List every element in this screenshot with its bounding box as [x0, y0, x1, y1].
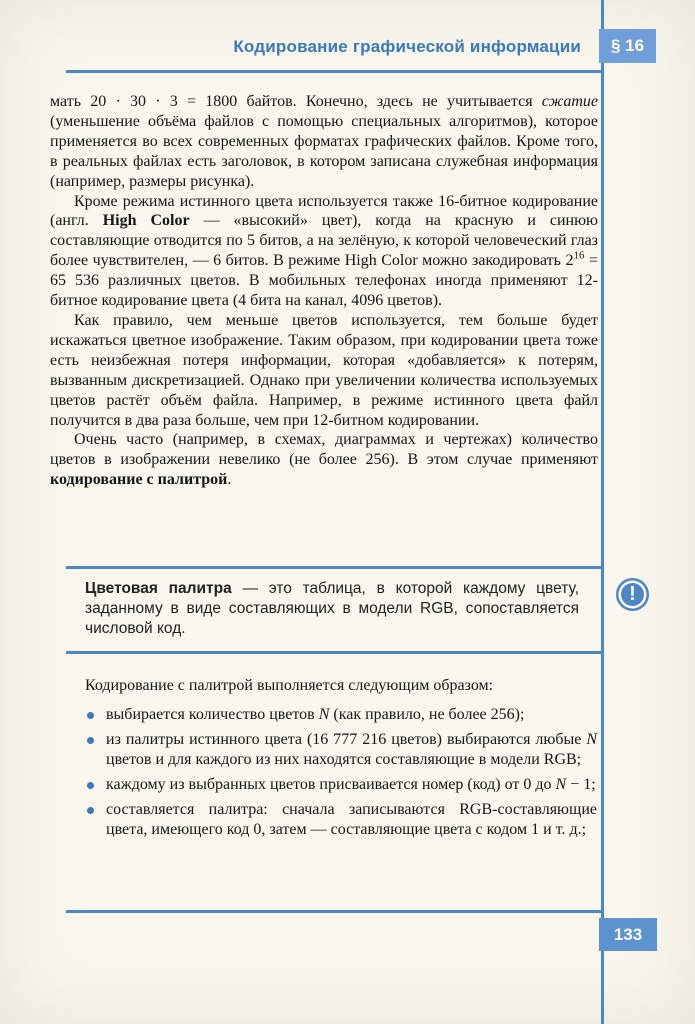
page-title: Кодирование графической информации	[233, 37, 581, 56]
header-rule	[66, 70, 603, 73]
bullet-icon	[87, 737, 94, 744]
list-item	[85, 775, 597, 795]
list-item-text: выбирается количество цветов N (как правило, не более 256);	[106, 706, 525, 723]
footer-rule	[66, 910, 603, 913]
list-item	[85, 730, 597, 770]
paragraph-1: мать 20 · 30 · 3 = 1800 байтов. Конечно, здесь не учитывается сжатие (уменьшение объёма файлов с помощью специальных алгоритмов), которое применяется во всех современных форматах графических файлов. Кроме того, в реальных файлах есть заголовок, в котором записана служебная информация (например, размеры рисунка).	[50, 93, 598, 190]
vertical-rule	[601, 0, 604, 1024]
palette-steps-section	[85, 676, 597, 845]
body-text	[50, 92, 598, 490]
bullet-icon	[87, 807, 94, 814]
section-badge: § 16	[599, 29, 656, 63]
paragraph-3: Как правило, чем меньше цветов используется, тем больше будет искажаться цветное изображение. Таким образом, при кодировании цвета тоже есть неизбежная потеря информации, которая «добавляется» к потерям, вызванным дискретизацией. Однако при увеличении количества используемых цветов растёт объём файла. Например, в режиме истинного цвета файл получится в два раза больше, чем при 12-битном кодировании.	[50, 311, 598, 429]
list-item	[85, 705, 597, 725]
exclamation-icon: !	[616, 578, 649, 611]
list-item-text: каждому из выбранных цветов присваивается номер (код) от 0 до N − 1;	[106, 776, 596, 793]
bullet-icon	[87, 712, 94, 719]
definition-callout	[66, 566, 603, 654]
list-intro: Кодирование с палитрой выполняется следующим образом:	[85, 677, 494, 694]
page-number-badge: 133	[599, 918, 657, 951]
list-item-text: из палитры истинного цвета (16 777 216 цветов) выбираются любые N цветов и для каждого из них находятся составляющие в модели RGB;	[106, 731, 597, 768]
definition-text: Цветовая палитра — это таблица, в которой каждому цвету, заданному в виде составляющих в модели RGB, сопоставляется числовой код.	[85, 580, 580, 637]
steps-list	[85, 705, 597, 840]
paragraph-2: Кроме режима истинного цвета используется также 16-битное кодирование (англ. High Color — «высокий» цвет), когда на красную и синюю составляющие отводится по 5 битов, а на зелёную, к которой человеческий глаз более чувствителен, — 6 битов. В режиме High Color можно закодировать $2^{16} = 65$ 536 различных цветов. В мобильных телефонах иногда применяют 12-битное кодирование цвета (4 бита на канал, 4096 цветов).	[50, 192, 599, 310]
paragraph-4: Очень часто (например, в схемах, диаграммах и чертежах) количество цветов в изображении невелико (не более 256). В этом случае применяют кодирование с палитрой.	[50, 431, 598, 489]
bullet-icon	[87, 782, 94, 789]
list-item	[85, 800, 597, 840]
list-item-text: составляется палитра: сначала записываются RGB-составляющие цвета, имеющего код 0, затем — составляющие цвета с кодом 1 и т. д.;	[106, 801, 597, 838]
